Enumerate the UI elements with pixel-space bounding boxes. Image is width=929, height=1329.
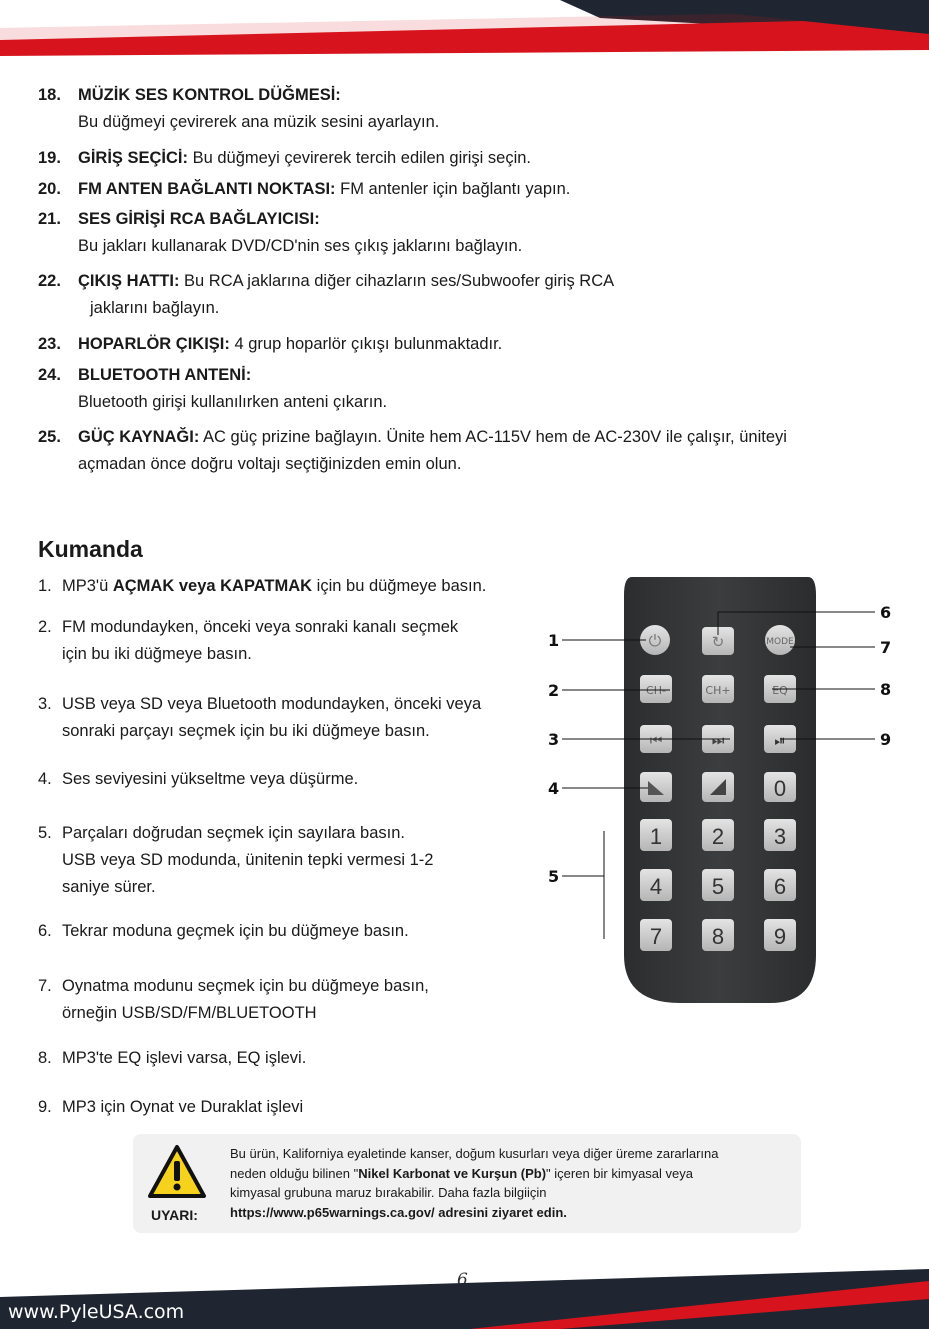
item-number: 8. xyxy=(38,1049,52,1067)
digit-2-button[interactable] xyxy=(702,819,734,851)
item-subtext: jaklarını bağlayın. xyxy=(90,299,220,317)
digit-6-label: 6 xyxy=(773,874,787,899)
warning-line: Bu ürün, Kaliforniya eyaletinde kanser, doğum kusurları veya diğer üreme zararlarına xyxy=(230,1146,719,1161)
item-text-bold: AÇMAK veya KAPATMAK xyxy=(112,577,313,595)
remote-list-item xyxy=(38,973,538,1027)
item-text: USB veya SD veya Bluetooth modundayken, önceki veya xyxy=(62,695,482,713)
digit-6-button[interactable] xyxy=(764,869,796,901)
digit-9-label: 9 xyxy=(773,924,787,949)
item-text: Parçaları doğrudan seçmek için sayılara basın. xyxy=(62,824,406,842)
volume-down-button[interactable] xyxy=(640,772,672,802)
item-subtext: açmadan önce doğru voltajı seçtiğinizden emin olun. xyxy=(78,455,462,473)
warning-text xyxy=(230,1144,790,1222)
item-text: saniye sürer. xyxy=(62,878,156,896)
item-text: Bu RCA jaklarına diğer cihazların ses/Subwoofer giriş RCA xyxy=(179,272,615,290)
item-title: GÜÇ KAYNAĞI: xyxy=(78,428,200,446)
callout-8: 8 xyxy=(880,680,892,699)
volume-up-button[interactable] xyxy=(702,772,734,802)
warning-line xyxy=(230,1164,790,1184)
item-title: HOPARLÖR ÇIKIŞI: xyxy=(78,335,230,353)
item-number: 6. xyxy=(38,922,52,940)
callout-6: 6 xyxy=(880,603,892,622)
item-text: sonraki parçayı seçmek için bu iki düğmeye basın. xyxy=(62,722,430,740)
item-number: 1. xyxy=(38,577,52,595)
mode-button[interactable] xyxy=(765,625,795,655)
callout-2: 2 xyxy=(548,681,560,700)
item-text: Ses seviyesini yükseltme veya düşürme. xyxy=(62,770,359,788)
remote-list-item xyxy=(38,573,538,600)
warning-text-part: neden olduğu bilinen " xyxy=(230,1165,359,1181)
item-number: 7. xyxy=(38,977,52,995)
item-number: 25. xyxy=(38,428,61,446)
item-number: 23. xyxy=(38,335,61,353)
item-number: 4. xyxy=(38,770,52,788)
warning-text-bold: Nikel Karbonat ve Kurşun (Pb) xyxy=(358,1165,547,1181)
digit-8-label: 8 xyxy=(711,924,725,949)
item-number: 2. xyxy=(38,618,52,636)
item-title: ÇIKIŞ HATTI: xyxy=(78,272,180,290)
callout-4: 4 xyxy=(548,779,560,798)
item-title: BLUETOOTH ANTENİ: xyxy=(78,366,252,384)
digit-9-button[interactable] xyxy=(764,919,796,951)
digit-4-label: 4 xyxy=(649,874,663,899)
item-title: FM ANTEN BAĞLANTI NOKTASI: xyxy=(78,180,336,198)
footer-url[interactable]: www.PyleUSA.com xyxy=(8,1301,185,1323)
item-number: 5. xyxy=(38,824,52,842)
item-subtext: Bu düğmeyi çevirerek ana müzik sesini ayarlayın. xyxy=(78,113,440,131)
item-subtext: Bu jakları kullanarak DVD/CD'nin ses çıkış jaklarını bağlayın. xyxy=(78,237,523,255)
callout-5: 5 xyxy=(548,867,560,886)
warning-link[interactable]: https://www.p65warnings.ca.gov/ adresini ziyaret edin. xyxy=(230,1204,567,1220)
item-text: MP3 için Oynat ve Duraklat işlevi xyxy=(62,1098,304,1116)
item-text: MP3'te EQ işlevi varsa, EQ işlevi. xyxy=(62,1049,307,1067)
list-item xyxy=(38,426,898,476)
item-text: Bu düğmeyi çevirerek tercih edilen girişi seçin. xyxy=(188,149,531,167)
remote-list-item xyxy=(38,614,538,668)
digit-5-label: 5 xyxy=(711,874,725,899)
prop65-warning xyxy=(133,1134,801,1233)
item-title: GİRİŞ SEÇİCİ: xyxy=(78,149,189,167)
item-text: örneğin USB/SD/FM/BLUETOOTH xyxy=(62,1004,317,1022)
item-number: 3. xyxy=(38,695,52,713)
digit-4-button[interactable] xyxy=(640,869,672,901)
previous-icon: ⏮ xyxy=(649,733,663,749)
callout-7: 7 xyxy=(880,638,892,657)
remote-list-item xyxy=(38,766,538,793)
item-number: 9. xyxy=(38,1098,52,1116)
list-item xyxy=(38,364,898,414)
list-item xyxy=(38,208,898,258)
ch-plus-label: CH+ xyxy=(705,684,731,697)
digit-5-button[interactable] xyxy=(702,869,734,901)
ch-minus-button[interactable] xyxy=(640,675,672,703)
warning-label: UYARI: xyxy=(151,1207,198,1223)
item-number: 24. xyxy=(38,366,61,384)
digit-7-button[interactable] xyxy=(640,919,672,951)
item-number: 19. xyxy=(38,149,61,167)
remote-list-item xyxy=(38,691,538,745)
callout-3: 3 xyxy=(548,730,560,749)
remote-list-item xyxy=(38,918,538,945)
item-title: MÜZİK SES KONTROL DÜĞMESİ: xyxy=(78,86,341,104)
item-text: USB veya SD modunda, ünitenin tepki vermesi 1-2 xyxy=(62,851,434,869)
ch-minus-label: CH- xyxy=(646,684,666,697)
item-text: için bu iki düğmeye basın. xyxy=(62,645,252,663)
digit-3-label: 3 xyxy=(773,824,787,849)
remote-list-item xyxy=(38,1094,538,1121)
digit-1-button[interactable] xyxy=(640,819,672,851)
item-number: 22. xyxy=(38,272,61,290)
digit-8-button[interactable] xyxy=(702,919,734,951)
next-icon: ⏭ xyxy=(711,733,725,749)
list-item xyxy=(38,270,898,320)
play-pause-icon: ⏯ xyxy=(774,733,786,749)
svg-text:↻: ↻ xyxy=(711,633,725,651)
ch-plus-button[interactable] xyxy=(702,675,734,703)
item-text: FM antenler için bağlantı yapın. xyxy=(335,180,571,198)
digit-0-button[interactable] xyxy=(764,772,796,802)
item-text: için bu düğmeye basın. xyxy=(312,577,487,595)
item-number: 20. xyxy=(38,180,61,198)
item-text: 4 grup hoparlör çıkışı bulunmaktadır. xyxy=(229,335,503,353)
callout-9: 9 xyxy=(880,730,892,749)
item-text: MP3'ü xyxy=(62,577,113,595)
digit-7-label: 7 xyxy=(649,924,663,949)
digit-0-label: 0 xyxy=(773,776,787,801)
list-item xyxy=(38,147,898,170)
callout-1: 1 xyxy=(548,631,560,650)
section-title: Kumanda xyxy=(38,536,143,562)
list-item xyxy=(38,333,898,356)
remote-list-item xyxy=(38,820,538,901)
item-number: 21. xyxy=(38,210,61,228)
item-subtext: Bluetooth girişi kullanılırken anteni çıkarın. xyxy=(78,393,388,411)
digit-3-button[interactable] xyxy=(764,819,796,851)
list-item xyxy=(38,178,898,201)
list-item xyxy=(38,84,898,134)
item-text: FM modundayken, önceki veya sonraki kanalı seçmek xyxy=(62,618,459,636)
item-number: 18. xyxy=(38,86,61,104)
item-title: SES GİRİŞİ RCA BAĞLAYICISI: xyxy=(78,210,320,228)
warning-line: kimyasal grubuna maruz bırakabilir. Daha fazla bilgiiçin xyxy=(230,1185,547,1200)
item-text: Tekrar moduna geçmek için bu düğmeye basın. xyxy=(62,922,409,940)
remote-control-illustration xyxy=(540,575,900,1015)
svg-text:⏻: ⏻ xyxy=(648,631,662,650)
warning-text-part: " içeren bir kimyasal veya xyxy=(546,1165,693,1181)
digit-2-label: 2 xyxy=(711,824,725,849)
warning-icon xyxy=(147,1144,207,1200)
header-band xyxy=(0,0,929,56)
page-number: 6 xyxy=(457,1270,468,1290)
mode-label: MODE xyxy=(766,637,794,647)
remote-list-item xyxy=(38,1045,538,1072)
eq-label: EQ xyxy=(772,684,788,697)
item-text: Oynatma modunu seçmek için bu düğmeye basın, xyxy=(62,977,429,995)
digit-1-label: 1 xyxy=(649,824,663,849)
item-text: AC güç prizine bağlayın. Ünite hem AC-115V hem de AC-230V ile çalışır, üniteyi xyxy=(199,428,787,446)
